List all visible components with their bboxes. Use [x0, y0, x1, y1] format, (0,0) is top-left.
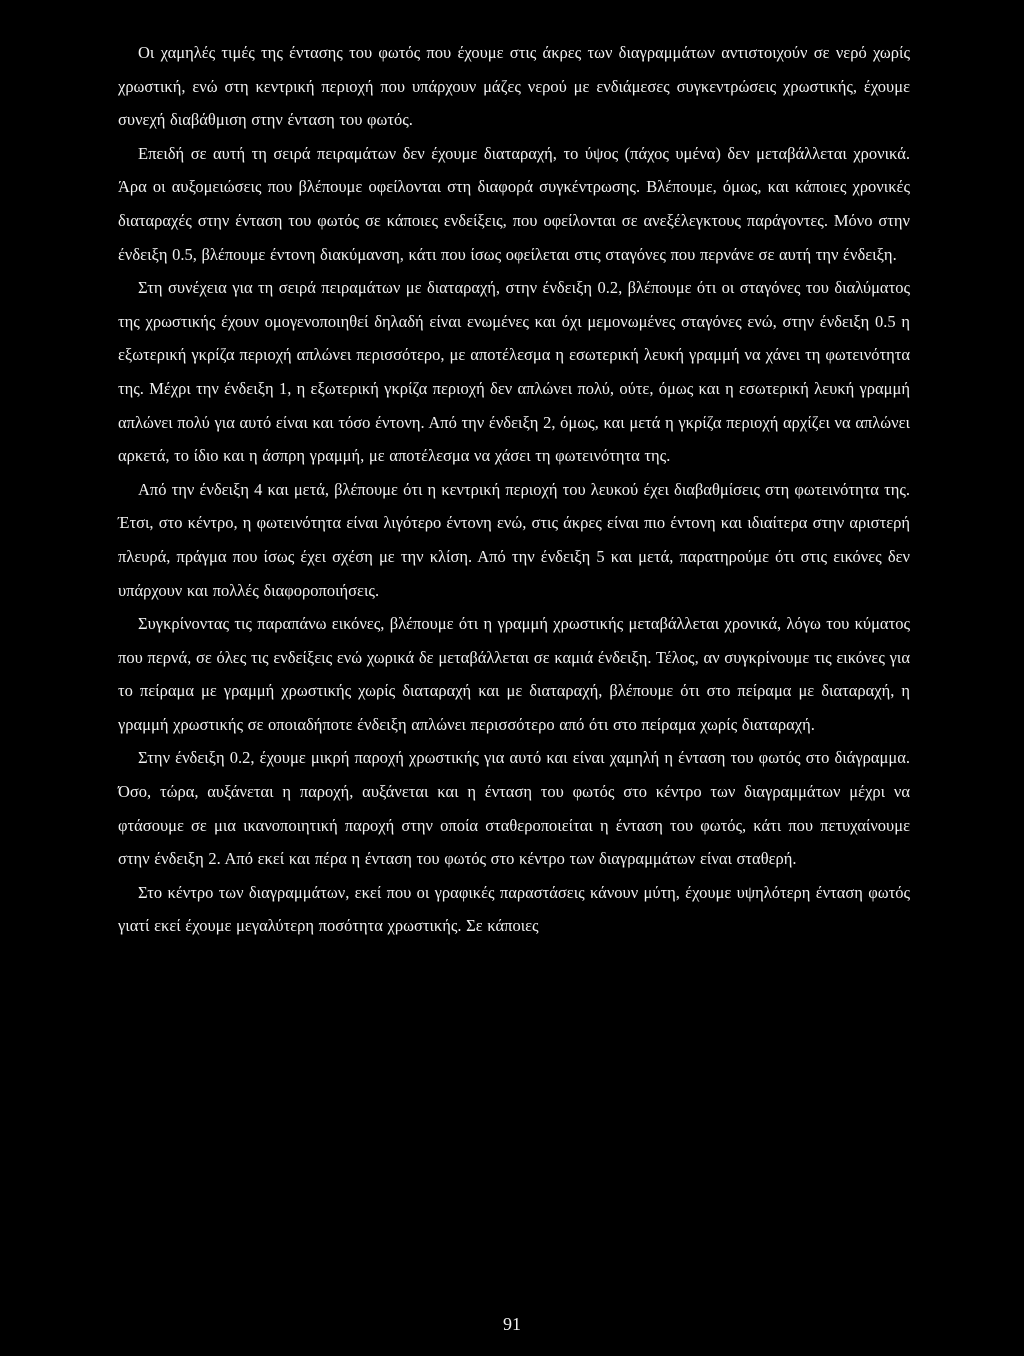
paragraph: Στην ένδειξη 0.2, έχουμε μικρή παροχή χρωστικής για αυτό και είναι χαμηλή η ένταση του φωτός στο διάγραμμα. Όσο, τώρα, αυξάνεται η παροχή, αυξάνεται και η ένταση του φωτός στο κέντρο των διαγραμμάτων μέχρι να φτάσουμε σε μια ικανοποιητική παροχή στην οποία σταθεροποιείται η ένταση του φωτός, κάτι που πετυχαίνουμε στην ένδειξη 2. Από εκεί και πέρα η ένταση του φωτός στο κέντρο των διαγραμμάτων είναι σταθερή. [118, 748, 910, 869]
paragraph: Συγκρίνοντας τις παραπάνω εικόνες, βλέπουμε ότι η γραμμή χρωστικής μεταβάλλεται χρονικά, λόγω του κύματος που περνά, σε όλες τις ενδείξεις ενώ χωρικά δε μεταβάλλεται σε καμιά ένδειξη. Τέλος, αν συγκρίνουμε τις εικόνες για το πείραμα με γραμμή χρωστικής χωρίς διαταραχή και με διαταραχή, βλέπουμε ότι στο πείραμα με διαταραχή, η γραμμή χρωστικής σε οποιαδήποτε ένδειξη απλώνει περισσότερο από ότι στο πείραμα χωρίς διαταραχή. [118, 614, 910, 734]
page-number: 91 [503, 1314, 521, 1334]
paragraph: Στη συνέχεια για τη σειρά πειραμάτων με διαταραχή, στην ένδειξη 0.2, βλέπουμε ότι οι σταγόνες του διαλύματος της χρωστικής έχουν ομογενοποιηθεί δηλαδή είναι ενωμένες και όχι μεμονωμένες σταγόνες ενώ, στην ένδειξη 0.5 η εξωτερική γκρίζα περιοχή απλώνει περισσότερο, με αποτέλεσμα η εσωτερική λευκή γραμμή να χάνει τη φωτεινότητα της. Μέχρι την ένδειξη 1, η εξωτερική γκρίζα περιοχή δεν απλώνει πολύ, ούτε, όμως και η εσωτερική λευκή γραμμή απλώνει πολύ για αυτό είναι και τόσο έντονη. Από την ένδειξη 2, όμως, και μετά η γκρίζα περιοχή αρχίζει να απλώνει αρκετά, το ίδιο και η άσπρη γραμμή, με αποτέλεσμα να χάσει τη φωτεινότητα της. [118, 278, 910, 466]
document-page [118, 36, 910, 943]
paragraph: Από την ένδειξη 4 και μετά, βλέπουμε ότι η κεντρική περιοχή του λευκού έχει διαβαθμίσεις στη φωτεινότητα της. Έτσι, στο κέντρο, η φωτεινότητα είναι λιγότερο έντονη ενώ, στις άκρες είναι πιο έντονη και ιδιαίτερα στην αριστερή πλευρά, πράγμα που ίσως έχει σχέση με την κλίση. Από την ένδειξη 5 και μετά, παρατηρούμε ότι στις εικόνες δεν υπάρχουν και πολλές διαφοροποιήσεις. [118, 479, 910, 600]
paragraph: Οι χαμηλές τιμές της έντασης του φωτός που έχουμε στις άκρες των διαγραμμάτων αντιστοιχούν σε νερό χωρίς χρωστική, ενώ στη κεντρική περιοχή που υπάρχουν μάζες νερού με ενδιάμεσες συγκεντρώσεις χρωστικής, έχουμε συνεχή διαβάθμιση στην ένταση του φωτός. [118, 43, 910, 130]
paragraph: Στο κέντρο των διαγραμμάτων, εκεί που οι γραφικές παραστάσεις κάνουν μύτη, έχουμε υψηλότερη ένταση φωτός γιατί εκεί έχουμε μεγαλύτερη ποσότητα χρωστικής. Σε κάποιες [118, 882, 910, 936]
paragraph: Επειδή σε αυτή τη σειρά πειραμάτων δεν έχουμε διαταραχή, το ύψος (πάχος υμένα) δεν μεταβάλλεται χρονικά. Άρα οι αυξομειώσεις που βλέπουμε οφείλονται στη διαφορά συγκέντρωσης. Βλέπουμε, όμως, και κάποιες χρονικές διαταραχές στην ένταση του φωτός σε κάποιες ενδείξεις, που οφείλονται σε ανεξέλεγκτους παράγοντες. Μόνο στην ένδειξη 0.5, βλέπουμε έντονη διακύμανση, κάτι που ίσως οφείλεται στις σταγόνες που περνάνε σε αυτή την ένδειξη. [118, 143, 910, 264]
